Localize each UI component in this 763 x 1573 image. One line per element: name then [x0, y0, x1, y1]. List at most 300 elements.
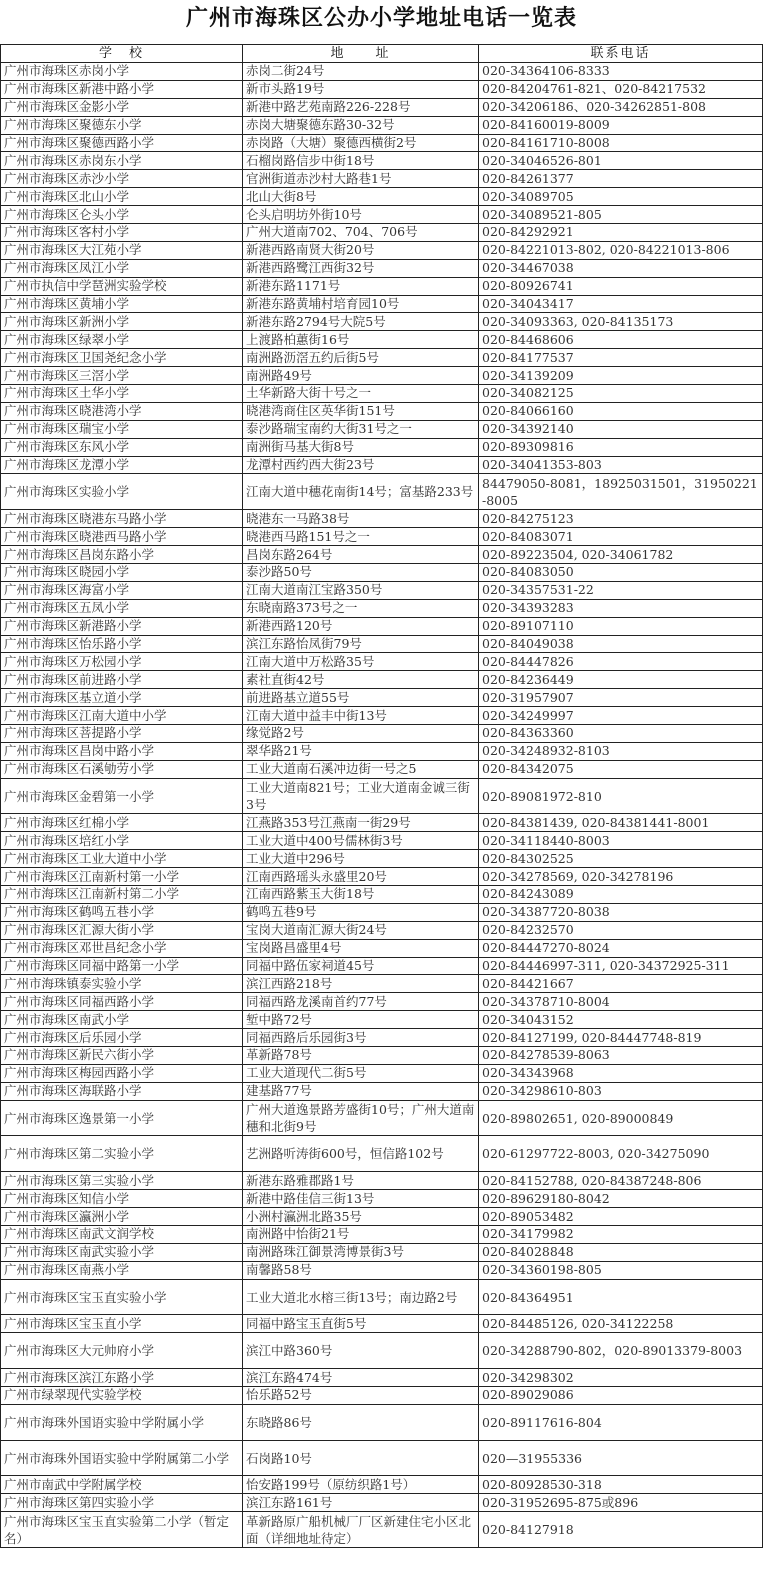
phone-cell: 020-34041353-803: [479, 456, 763, 474]
table-row: [1, 241, 763, 259]
phone-cell: 020-89802651, 020-89000849: [479, 1100, 763, 1136]
phone-cell: 020-84421667: [479, 975, 763, 993]
address-cell: 滨江东路怡凤街79号: [243, 635, 479, 653]
address-cell: 南洲路珠江御景湾博景街3号: [243, 1243, 479, 1261]
table-row: [1, 1029, 763, 1047]
table-row: [1, 170, 763, 188]
school-cell: 广州市海珠区金碧第一小学: [1, 778, 243, 814]
school-cell: 广州市海珠区赤沙小学: [1, 170, 243, 188]
table-row: [1, 116, 763, 134]
phone-cell: 020-34046526-801: [479, 152, 763, 170]
table-row: [1, 760, 763, 778]
address-cell: 晓港东一马路38号: [243, 510, 479, 528]
school-cell: 广州市海珠区石溪劬劳小学: [1, 760, 243, 778]
school-cell: 广州市海珠区海联路小学: [1, 1082, 243, 1100]
address-cell: 南洲路中怡街21号: [243, 1225, 479, 1243]
table-row: [1, 313, 763, 331]
school-cell: 广州市海珠区梅园西路小学: [1, 1064, 243, 1082]
school-cell: 广州市海珠区江南大道中小学: [1, 707, 243, 725]
school-cell: 广州市海珠区东风小学: [1, 438, 243, 456]
phone-cell: 020-34288790-802，020-89013379-8003: [479, 1333, 763, 1369]
table-row: [1, 724, 763, 742]
school-cell: 广州市海珠区宝玉直实验小学: [1, 1279, 243, 1315]
phone-cell: 020-84275123: [479, 510, 763, 528]
phone-cell: 020-89107110: [479, 617, 763, 635]
address-cell: 晓港西马路151号之一: [243, 528, 479, 546]
table-row: [1, 1333, 763, 1369]
phone-cell: 020-34392140: [479, 420, 763, 438]
table-row: [1, 134, 763, 152]
table-row: [1, 80, 763, 98]
address-cell: 江南大道中万松路35号: [243, 653, 479, 671]
school-cell: 广州市海珠区菩提路小学: [1, 724, 243, 742]
phone-cell: 020-34343968: [479, 1064, 763, 1082]
table-row: [1, 1387, 763, 1405]
school-cell: 广州市海珠区江南新村第二小学: [1, 886, 243, 904]
table-row: [1, 295, 763, 313]
school-cell: 广州市海珠区南武文润学校: [1, 1225, 243, 1243]
phone-cell: 020-84028848: [479, 1243, 763, 1261]
address-cell: 新市头路19号: [243, 80, 479, 98]
school-cell: 广州市海珠区第三实验小学: [1, 1172, 243, 1190]
phone-cell: 020-84468606: [479, 331, 763, 349]
school-cell: 广州市海珠区海富小学: [1, 581, 243, 599]
address-cell: 南洲路49号: [243, 367, 479, 385]
address-cell: 小洲村瀛洲北路35号: [243, 1208, 479, 1226]
table-row: [1, 528, 763, 546]
table-row: [1, 975, 763, 993]
table-row: [1, 1047, 763, 1065]
address-cell: 前进路基立道55号: [243, 689, 479, 707]
address-cell: 翠华路21号: [243, 742, 479, 760]
table-row: [1, 206, 763, 224]
table-row: [1, 1100, 763, 1136]
school-cell: 广州市海珠区基立道小学: [1, 689, 243, 707]
school-cell: 广州市海珠区黄埔小学: [1, 295, 243, 313]
table-row: [1, 1011, 763, 1029]
address-cell: 赤岗大塘聚德东路30-32号: [243, 116, 479, 134]
address-cell: 艺洲路听涛街600号，恒信路102号: [243, 1136, 479, 1172]
address-cell: 东晓路86号: [243, 1404, 479, 1440]
header-address: 地 址: [243, 45, 479, 63]
address-cell: 泰沙路50号: [243, 563, 479, 581]
address-cell: 工业大道中400号儒林街3号: [243, 832, 479, 850]
phone-cell: 020-84127199, 020-84447748-819: [479, 1029, 763, 1047]
address-cell: 滨江东路161号: [243, 1494, 479, 1512]
address-cell: 晓港湾商住区英华街151号: [243, 402, 479, 420]
school-cell: 广州市海珠区江南新村第一小学: [1, 868, 243, 886]
address-cell: 赤岗路（大塘）聚德西横街2号: [243, 134, 479, 152]
phone-cell: 020-89029086: [479, 1387, 763, 1405]
phone-cell: 020-84447270-8024: [479, 939, 763, 957]
phone-cell: 020-84446997-311, 020-34372925-311: [479, 957, 763, 975]
table-row: [1, 420, 763, 438]
school-cell: 广州市海珠区五凤小学: [1, 599, 243, 617]
table-row: [1, 707, 763, 725]
table-row: [1, 903, 763, 921]
table-row: [1, 1136, 763, 1172]
school-cell: 广州市海珠区培红小学: [1, 832, 243, 850]
phone-cell: 020-84221013-802, 020-84221013-806: [479, 241, 763, 259]
address-cell: 工业大道南821号；工业大道南金诚三街3号: [243, 778, 479, 814]
phone-cell: 020-84083050: [479, 563, 763, 581]
table-row: [1, 778, 763, 814]
address-cell: 江燕路353号江燕南一街29号: [243, 814, 479, 832]
address-cell: 广州大道南702、704、706号: [243, 224, 479, 242]
school-cell: 广州市海珠区滨江东路小学: [1, 1369, 243, 1387]
phone-cell: 020-84485126, 020-34122258: [479, 1315, 763, 1333]
phone-cell: 020-89223504, 020-34061782: [479, 546, 763, 564]
address-cell: 同福中路伍家祠道45号: [243, 957, 479, 975]
phone-cell: 020-34082125: [479, 385, 763, 403]
school-cell: 广州市海珠区晓港湾小学: [1, 402, 243, 420]
school-cell: 广州市海珠区昌岗中路小学: [1, 742, 243, 760]
phone-cell: 020-31957907: [479, 689, 763, 707]
school-cell: 广州市海珠区晓港东马路小学: [1, 510, 243, 528]
table-row: [1, 671, 763, 689]
phone-cell: 020-80928530-318: [479, 1476, 763, 1494]
address-cell: 官洲街道赤沙村大路巷1号: [243, 170, 479, 188]
table-row: [1, 1225, 763, 1243]
address-cell: 江南西路瑶头永盛里20号: [243, 868, 479, 886]
school-cell: 广州市海珠区怡乐路小学: [1, 635, 243, 653]
table-row: [1, 1172, 763, 1190]
address-cell: 宝岗大道南汇源大街24号: [243, 921, 479, 939]
address-cell: 同福西路后乐园街3号: [243, 1029, 479, 1047]
school-cell: 广州市海珠区前进路小学: [1, 671, 243, 689]
school-cell: 广州市海珠区绿翠小学: [1, 331, 243, 349]
address-cell: 怡安路199号（原纺织路1号）: [243, 1476, 479, 1494]
school-cell: 广州市海珠区知信小学: [1, 1190, 243, 1208]
school-cell: 广州市海珠区同福中路第一小学: [1, 957, 243, 975]
school-cell: 广州市海珠区新民六街小学: [1, 1047, 243, 1065]
school-cell: 广州市海珠区金影小学: [1, 98, 243, 116]
school-cell: 广州市海珠区红棉小学: [1, 814, 243, 832]
address-cell: 新港西路南贤大街20号: [243, 241, 479, 259]
address-cell: 同福西路龙溪南首约77号: [243, 993, 479, 1011]
address-cell: 昌岗东路264号: [243, 546, 479, 564]
address-cell: 江南大道中穗花南街14号；富基路233号: [243, 474, 479, 510]
address-cell: 新港西路120号: [243, 617, 479, 635]
header-school: 学 校: [1, 45, 243, 63]
address-cell: 泰沙路瑞宝南约大街31号之一: [243, 420, 479, 438]
address-cell: 龙潭村西约西大街23号: [243, 456, 479, 474]
phone-cell: 020-34043152: [479, 1011, 763, 1029]
phone-cell: 020-31952695-875或896: [479, 1494, 763, 1512]
phone-cell: 020-89081972-810: [479, 778, 763, 814]
school-cell: 广州市海珠镇泰实验小学: [1, 975, 243, 993]
phone-cell: 84479050-8081，18925031501，31950221-8005: [479, 474, 763, 510]
phone-cell: 020-61297722-8003, 020-34275090: [479, 1136, 763, 1172]
phone-cell: 020-34393283: [479, 599, 763, 617]
school-cell: 广州市海珠区仑头小学: [1, 206, 243, 224]
table-row: [1, 563, 763, 581]
school-cell: 广州市海珠区瑞宝小学: [1, 420, 243, 438]
address-cell: 赤岗二街24号: [243, 63, 479, 81]
school-cell: 广州市海珠区晓园小学: [1, 563, 243, 581]
phone-cell: 020-34278569, 020-34278196: [479, 868, 763, 886]
school-cell: 广州市海珠外国语实验中学附属小学: [1, 1404, 243, 1440]
school-cell: 广州市海珠区第四实验小学: [1, 1494, 243, 1512]
school-cell: 广州市海珠区大元帅府小学: [1, 1333, 243, 1369]
phone-cell: 020-84177537: [479, 349, 763, 367]
phone-cell: 020-34467038: [479, 259, 763, 277]
phone-cell: 020-84363360: [479, 724, 763, 742]
table-row: [1, 1494, 763, 1512]
school-cell: 广州市海珠区凤江小学: [1, 259, 243, 277]
school-cell: 广州市海珠区实验小学: [1, 474, 243, 510]
school-cell: 广州市海珠区邓世昌纪念小学: [1, 939, 243, 957]
address-cell: 滨江中路360号: [243, 1333, 479, 1369]
school-cell: 广州市海珠区土华小学: [1, 385, 243, 403]
school-cell: 广州市海珠区第二实验小学: [1, 1136, 243, 1172]
table-row: [1, 1208, 763, 1226]
school-cell: 广州市海珠区龙潭小学: [1, 456, 243, 474]
table-row: [1, 742, 763, 760]
school-cell: 广州市海珠区三滘小学: [1, 367, 243, 385]
school-cell: 广州市海珠区南燕小学: [1, 1261, 243, 1279]
phone-cell: 020-84261377: [479, 170, 763, 188]
table-row: [1, 635, 763, 653]
school-cell: 广州市海珠区昌岗东路小学: [1, 546, 243, 564]
table-row: [1, 152, 763, 170]
phone-cell: 020-84364951: [479, 1279, 763, 1315]
address-cell: 工业大道南石溪冲边街一号之5: [243, 760, 479, 778]
phone-cell: 020-34360198-805: [479, 1261, 763, 1279]
school-cell: 广州市海珠区万松园小学: [1, 653, 243, 671]
table-row: [1, 886, 763, 904]
address-cell: 宝岗路昌盛里4号: [243, 939, 479, 957]
address-cell: 滨江东路474号: [243, 1369, 479, 1387]
phone-cell: 020-84160019-8009: [479, 116, 763, 134]
school-cell: 广州市海珠区工业大道中小学: [1, 850, 243, 868]
table-row: [1, 1512, 763, 1548]
address-cell: 石榴岗路信步中街18号: [243, 152, 479, 170]
phone-cell: 020-34378710-8004: [479, 993, 763, 1011]
school-cell: 广州市海珠区新港路小学: [1, 617, 243, 635]
table-row: [1, 349, 763, 367]
school-cell: 广州市执信中学琶洲实验学校: [1, 277, 243, 295]
table-body: [1, 63, 763, 1548]
phone-cell: 020-34298302: [479, 1369, 763, 1387]
phone-cell: 020-89117616-804: [479, 1404, 763, 1440]
school-cell: 广州市南武中学附属学校: [1, 1476, 243, 1494]
school-cell: 广州市海珠区赤岗小学: [1, 63, 243, 81]
address-cell: 新港西路鹭江西街32号: [243, 259, 479, 277]
address-cell: 工业大道北水榕三街13号；南边路2号: [243, 1279, 479, 1315]
table-row: [1, 1315, 763, 1333]
school-cell: 广州市海珠区客村小学: [1, 224, 243, 242]
school-cell: 广州市海珠区聚德东小学: [1, 116, 243, 134]
school-cell: 广州市海珠区赤岗东小学: [1, 152, 243, 170]
address-cell: 江南西路紫玉大街18号: [243, 886, 479, 904]
address-cell: 缘觉路2号: [243, 724, 479, 742]
address-cell: 东晓南路373号之一: [243, 599, 479, 617]
table-row: [1, 402, 763, 420]
address-cell: 工业大道现代二街5号: [243, 1064, 479, 1082]
phone-cell: 020-84381439, 020-84381441-8001: [479, 814, 763, 832]
phone-cell: 020-84161710-8008: [479, 134, 763, 152]
table-row: [1, 63, 763, 81]
phone-cell: 020-34089705: [479, 188, 763, 206]
table-row: [1, 188, 763, 206]
page-title: 广州市海珠区公办小学地址电话一览表: [185, 5, 577, 31]
address-cell: 仑头启明坊外街10号: [243, 206, 479, 224]
address-cell: 新港中路艺苑南路226-228号: [243, 98, 479, 116]
table-row: [1, 259, 763, 277]
table-row: [1, 1279, 763, 1315]
table-row: [1, 385, 763, 403]
phone-cell: 020-84278539-8063: [479, 1047, 763, 1065]
table-row: [1, 868, 763, 886]
table-row: [1, 957, 763, 975]
school-cell: 广州市海珠区汇源大街小学: [1, 921, 243, 939]
address-cell: 北山大街8号: [243, 188, 479, 206]
school-cell: 广州市海珠区后乐园小学: [1, 1029, 243, 1047]
phone-cell: 020-34387720-8038: [479, 903, 763, 921]
phone-cell: 020-34118440-8003: [479, 832, 763, 850]
address-cell: 新港东路黄埔村培育园10号: [243, 295, 479, 313]
address-cell: 堑中路72号: [243, 1011, 479, 1029]
phone-cell: 020-34364106-8333: [479, 63, 763, 81]
table-row: [1, 1082, 763, 1100]
table-row: [1, 510, 763, 528]
school-table: [0, 44, 763, 1548]
table-row: [1, 993, 763, 1011]
table-row: [1, 1404, 763, 1440]
phone-cell: 020-89053482: [479, 1208, 763, 1226]
address-cell: 滨江西路218号: [243, 975, 479, 993]
table-row: [1, 1261, 763, 1279]
address-cell: 上渡路柏蕙街16号: [243, 331, 479, 349]
address-cell: 石岗路10号: [243, 1440, 479, 1476]
school-cell: 广州市海珠区晓港西马路小学: [1, 528, 243, 546]
phone-cell: 020-84243089: [479, 886, 763, 904]
phone-cell: 020-34139209: [479, 367, 763, 385]
school-cell: 广州市海珠区卫国尧纪念小学: [1, 349, 243, 367]
address-cell: 革新路78号: [243, 1047, 479, 1065]
phone-cell: 020-80926741: [479, 277, 763, 295]
table-row: [1, 546, 763, 564]
address-cell: 江南大道南江宝路350号: [243, 581, 479, 599]
school-cell: 广州市海珠区宝玉直实验第二小学（暂定名）: [1, 1512, 243, 1548]
school-cell: 广州市海珠区瀛洲小学: [1, 1208, 243, 1226]
table-row: [1, 1369, 763, 1387]
phone-cell: 020-89629180-8042: [479, 1190, 763, 1208]
address-cell: 南洲路沥滘五约后街5号: [243, 349, 479, 367]
school-cell: 广州市海珠区大江苑小学: [1, 241, 243, 259]
address-cell: 建基路77号: [243, 1082, 479, 1100]
address-cell: 新港东路2794号大院5号: [243, 313, 479, 331]
address-cell: 素社直街42号: [243, 671, 479, 689]
address-cell: 新港东路1171号: [243, 277, 479, 295]
school-cell: 广州市海珠区南武小学: [1, 1011, 243, 1029]
phone-cell: 020-84127918: [479, 1512, 763, 1548]
address-cell: 土华新路大街十号之一: [243, 385, 479, 403]
phone-cell: 020-84236449: [479, 671, 763, 689]
table-row: [1, 832, 763, 850]
phone-cell: 020-84204761-821、020-84217532: [479, 80, 763, 98]
phone-cell: 020-34206186、020-34262851-808: [479, 98, 763, 116]
table-row: [1, 474, 763, 510]
phone-cell: 020-34249997: [479, 707, 763, 725]
table-row: [1, 1243, 763, 1261]
phone-cell: 020-34248932-8103: [479, 742, 763, 760]
phone-cell: 020-84152788, 020-84387248-806: [479, 1172, 763, 1190]
phone-cell: 020-84447826: [479, 653, 763, 671]
school-cell: 广州市海珠区北山小学: [1, 188, 243, 206]
table-row: [1, 921, 763, 939]
school-cell: 广州市海珠区逸景第一小学: [1, 1100, 243, 1136]
phone-cell: 020-34089521-805: [479, 206, 763, 224]
address-cell: 怡乐路52号: [243, 1387, 479, 1405]
phone-cell: 020-34043417: [479, 295, 763, 313]
phone-cell: 020-34357531-22: [479, 581, 763, 599]
table-row: [1, 456, 763, 474]
school-cell: 广州市海珠区新港中路小学: [1, 80, 243, 98]
phone-cell: 020-84083071: [479, 528, 763, 546]
table-row: [1, 1476, 763, 1494]
table-row: [1, 689, 763, 707]
table-row: [1, 438, 763, 456]
address-cell: 工业大道中296号: [243, 850, 479, 868]
address-cell: 革新路原广船机械厂厂区新建住宅小区北面（详细地址待定）: [243, 1512, 479, 1548]
phone-cell: 020-84066160: [479, 402, 763, 420]
phone-cell: 020—31955336: [479, 1440, 763, 1476]
table-row: [1, 331, 763, 349]
table-row: [1, 1064, 763, 1082]
table-row: [1, 224, 763, 242]
school-cell: 广州市海珠区宝玉直小学: [1, 1315, 243, 1333]
table-header-row: [1, 45, 763, 63]
phone-cell: 020-34093363, 020-84135173: [479, 313, 763, 331]
table-row: [1, 1190, 763, 1208]
address-cell: 新港东路雅郡路1号: [243, 1172, 479, 1190]
table-row: [1, 617, 763, 635]
school-cell: 广州市海珠区同福西路小学: [1, 993, 243, 1011]
table-row: [1, 367, 763, 385]
table-row: [1, 581, 763, 599]
address-cell: 鹤鸣五巷9号: [243, 903, 479, 921]
table-row: [1, 1440, 763, 1476]
school-cell: 广州市海珠外国语实验中学附属第二小学: [1, 1440, 243, 1476]
phone-cell: 020-89309816: [479, 438, 763, 456]
address-cell: 南洲街马基大街8号: [243, 438, 479, 456]
address-cell: 同福中路宝玉直街5号: [243, 1315, 479, 1333]
address-cell: 新港中路佳信三街13号: [243, 1190, 479, 1208]
table-row: [1, 850, 763, 868]
school-cell: 广州市海珠区聚德西路小学: [1, 134, 243, 152]
school-cell: 广州市绿翠现代实验学校: [1, 1387, 243, 1405]
phone-cell: 020-34298610-803: [479, 1082, 763, 1100]
phone-cell: 020-84302525: [479, 850, 763, 868]
table-row: [1, 653, 763, 671]
phone-cell: 020-84049038: [479, 635, 763, 653]
phone-cell: 020-34179982: [479, 1225, 763, 1243]
phone-cell: 020-84292921: [479, 224, 763, 242]
table-row: [1, 599, 763, 617]
table-row: [1, 277, 763, 295]
phone-cell: 020-84342075: [479, 760, 763, 778]
address-cell: 南馨路58号: [243, 1261, 479, 1279]
address-cell: 广州大道逸景路芳盛街10号；广州大道南穗和北街9号: [243, 1100, 479, 1136]
school-cell: 广州市海珠区鹤鸣五巷小学: [1, 903, 243, 921]
address-cell: 江南大道中益丰中街13号: [243, 707, 479, 725]
phone-cell: 020-84232570: [479, 921, 763, 939]
table-row: [1, 939, 763, 957]
header-phone: 联系电话: [479, 45, 763, 63]
school-cell: 广州市海珠区新洲小学: [1, 313, 243, 331]
